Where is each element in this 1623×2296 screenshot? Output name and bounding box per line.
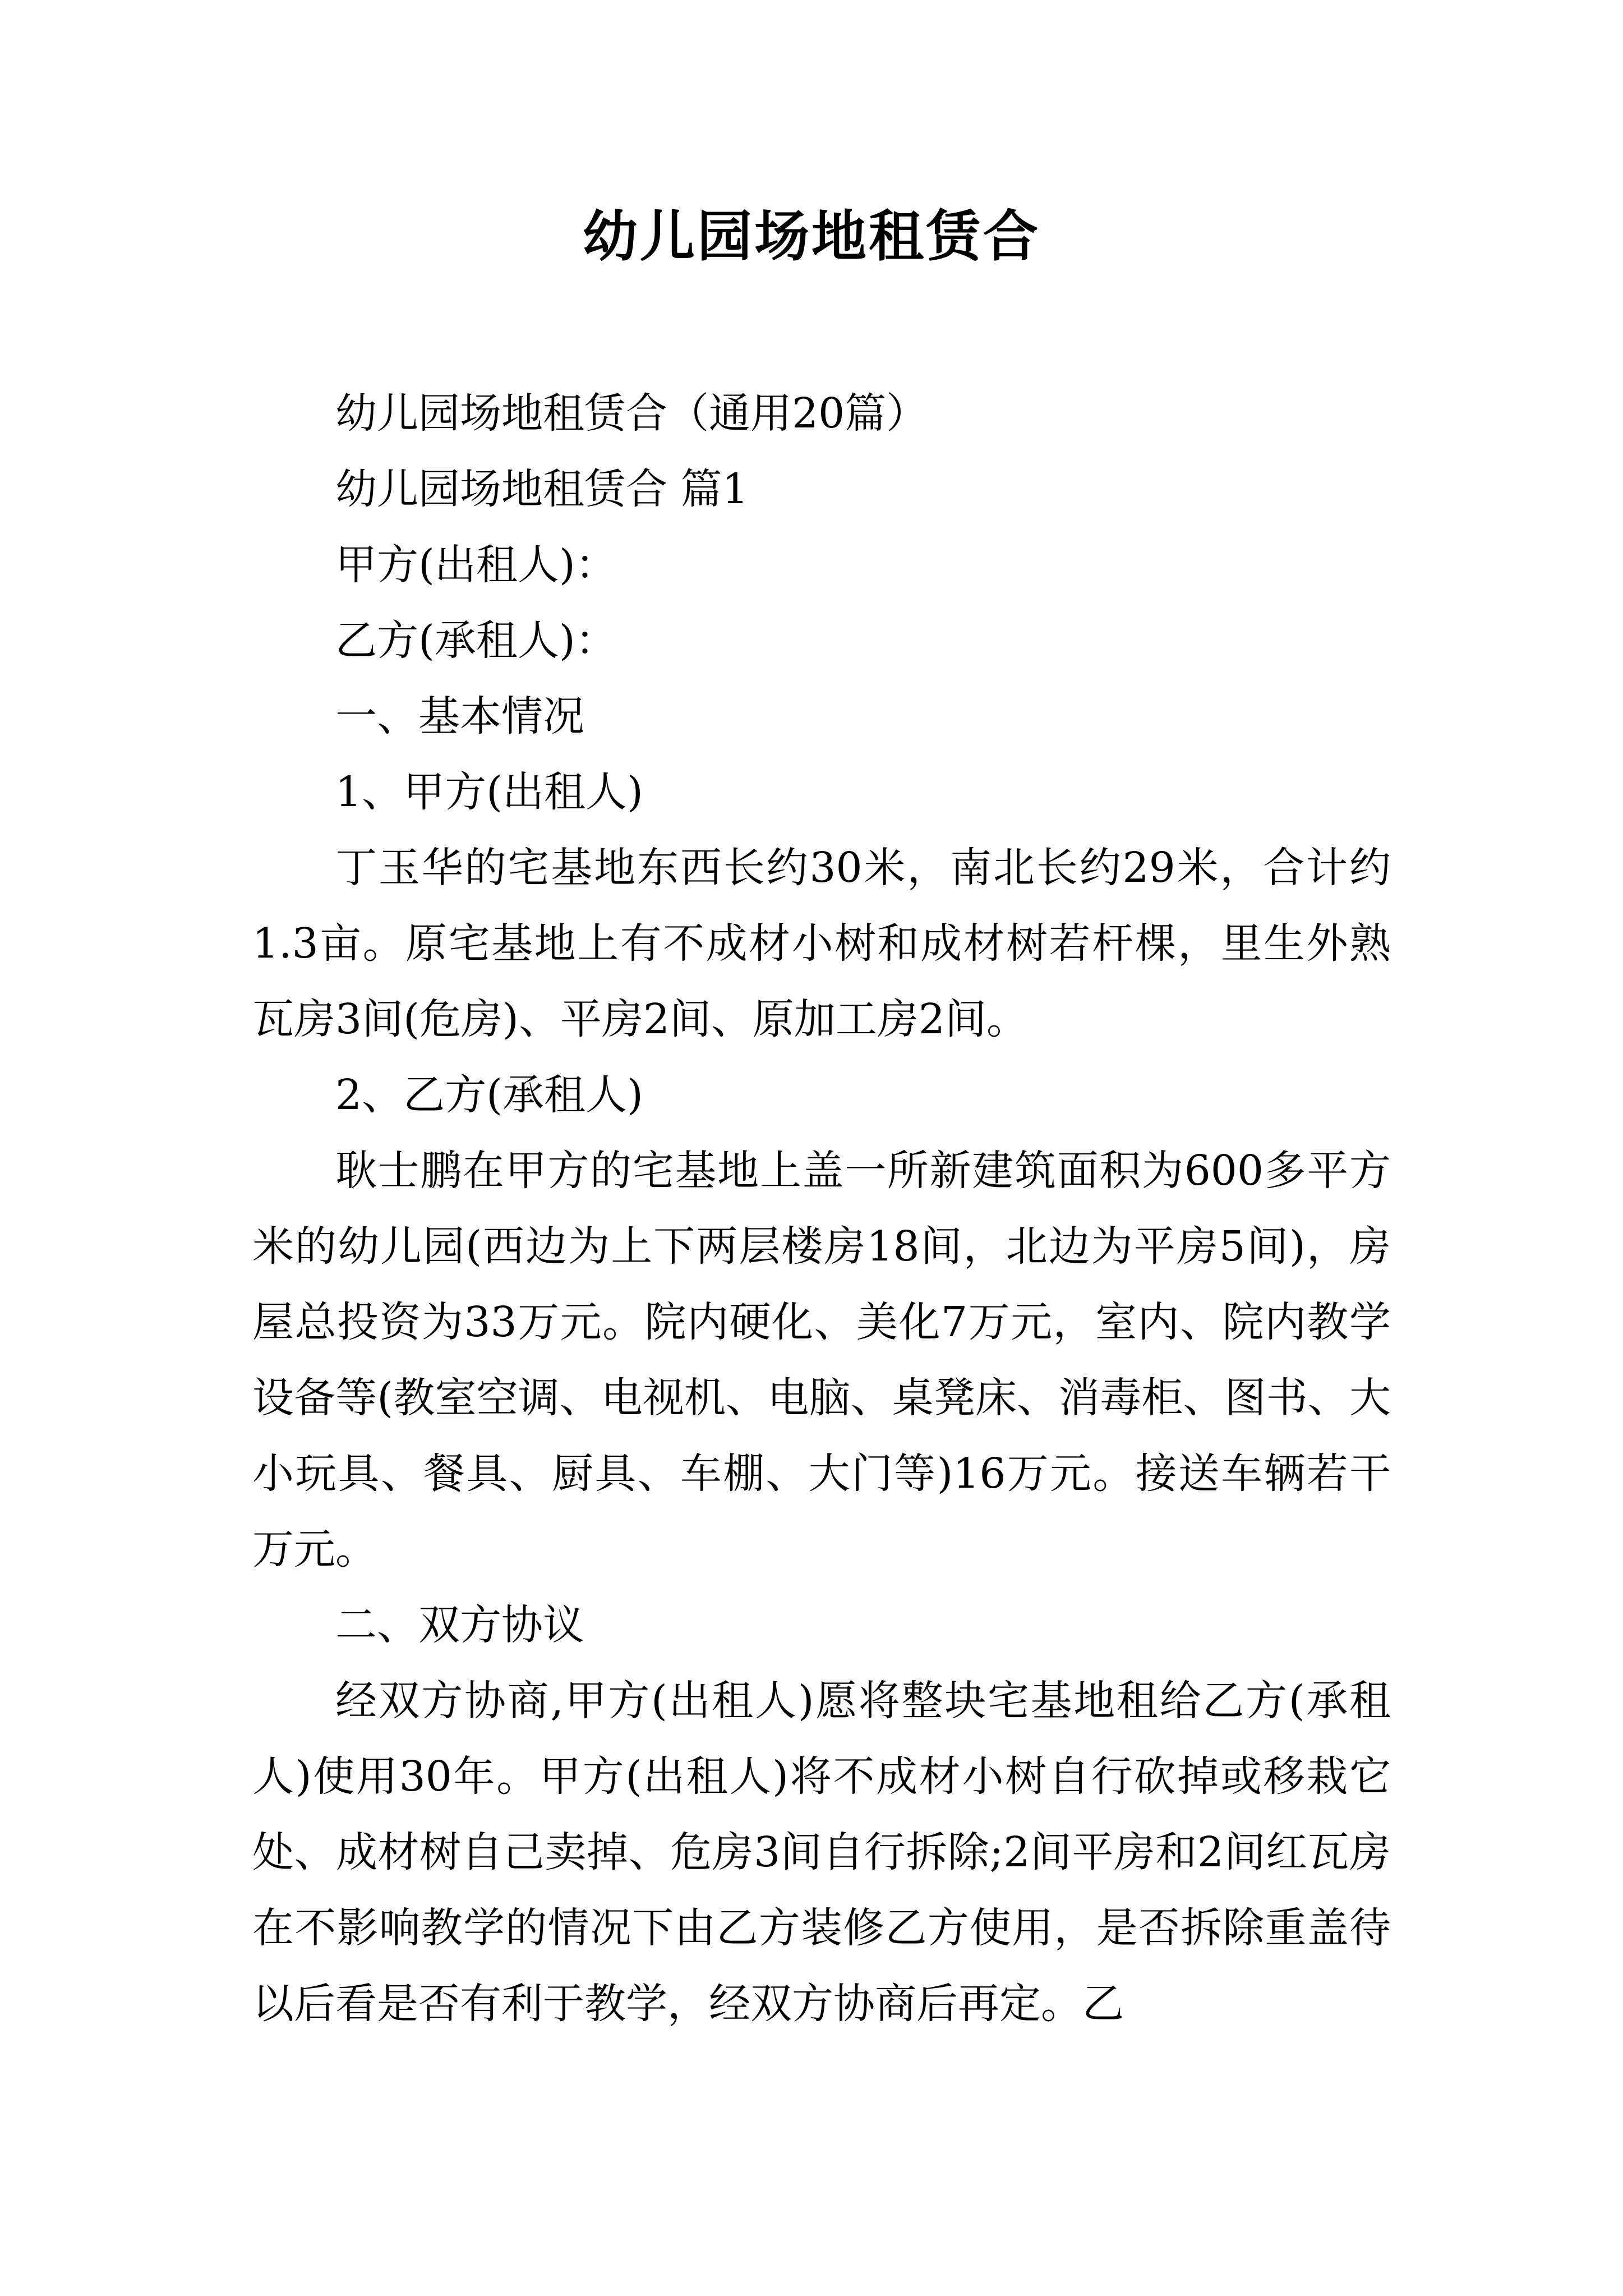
document-body [252,376,1391,2042]
clause-heading: 二、双方协议 [335,1601,584,1649]
subtitle-line: 幼儿园场地租赁合（通用20篇） [335,389,928,438]
party-a-line: 甲方(出租人)： [335,541,617,589]
section-heading: 幼儿园场地租赁合 篇1 [335,465,749,513]
party-b-line: 乙方(承租人)： [335,616,617,665]
body-paragraph: 耿士鹏在甲方的宅基地上盖一所新建筑面积为600多平方米的幼儿园(西边为上下两层楼房18间，北边为平房5间)，房屋总投资为33万元。院内硬化、美化7万元，室内、院内教学设备等(教室空调、电视机、电脑、桌凳床、消毒柜、图书、大小玩具、餐具、厨具、车棚、大门等)16万元。接送车辆若干万元。 [252,1147,1391,1573]
sub-clause-heading: 2、乙方(承租人) [335,1071,643,1119]
clause-heading: 一、基本情况 [335,692,584,740]
document-title: 幼儿园场地租赁合 [582,204,1040,269]
sub-clause-heading: 1、甲方(出租人) [335,768,643,816]
body-paragraph: 经双方协商,甲方(出租人)愿将整块宅基地租给乙方(承租人)使用30年。甲方(出租人)将不成材小树自行砍掉或移栽它处、成材树自己卖掉、危房3间自行拆除;2间平房和2间红瓦房在不影响教学的情况下由乙方装修乙方使用，是否拆除重盖待以后看是否有利于教学，经双方协商后再定。乙 [252,1677,1391,2028]
body-paragraph: 丁玉华的宅基地东西长约30米，南北长约29米，合计约1.3亩。原宅基地上有不成材小树和成材树若杆棵，里生外熟瓦房3间(危房)、平房2间、原加工房2间。 [252,844,1391,1043]
